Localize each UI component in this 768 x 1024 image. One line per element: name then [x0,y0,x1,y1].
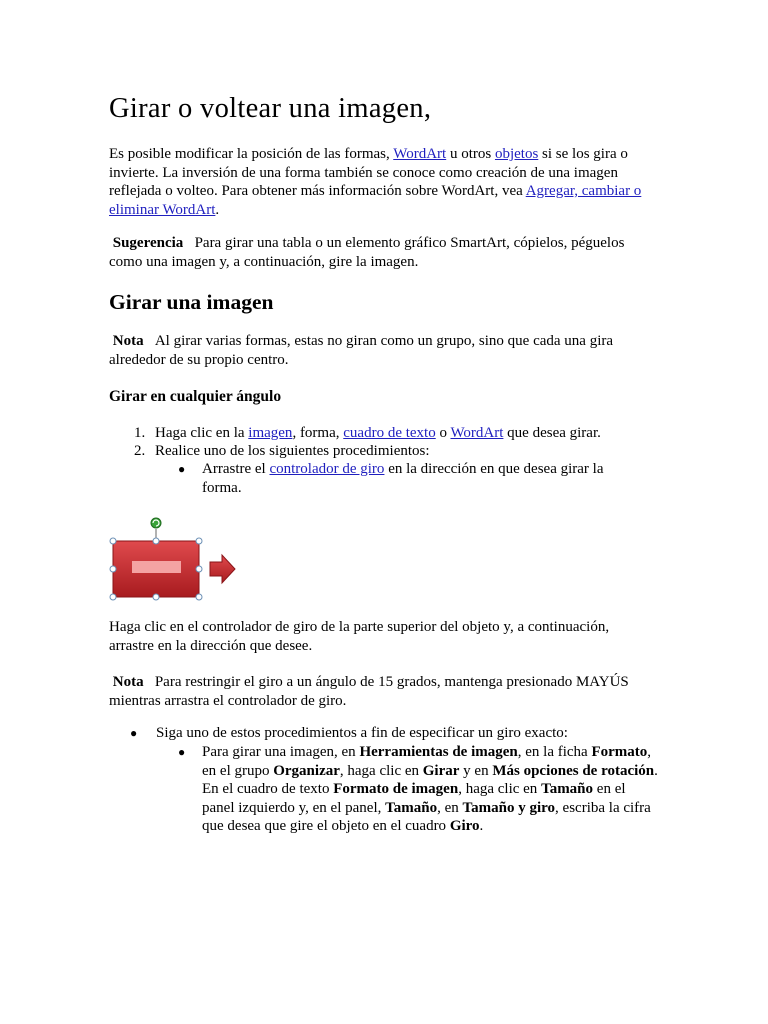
bold-herramientas-de-imagen: Herramientas de imagen [359,744,518,760]
bold-mas-opciones-de-rotacion: Más opciones de rotación [492,762,655,779]
step-text: Realice uno de los siguientes procedimientos: [155,443,430,459]
note1-text: Al girar varias formas, estas no giran como un grupo, sino que cada una gira alrededor de su propio centro. [109,333,614,368]
intro-text-3: si se los gira o invierte. La inversión de una forma también se conoce como creación de una imagen reflejada o volteo. Para obtener más información sobre WordArt, vea [109,146,628,199]
exact-text-9: , en [437,799,463,816]
section-title: Girar una imagen [109,290,274,314]
bullet-dot-icon: ● [130,726,138,740]
rotation-illustration [104,512,240,604]
note1-paragraph [109,332,654,369]
step1-text-b: , forma, [292,425,344,441]
tip-text: Para girar una tabla o un elemento gráfico SmartArt, cópielos, péguelos como una imagen y, a continuación, gire la imagen. [109,235,625,270]
rotate-handle-icon[interactable] [151,518,161,528]
bold-giro: Giro [449,818,480,834]
step-list-item [134,442,654,461]
exact-text-1: Para girar una imagen, en [202,744,360,760]
sub-bullet-item [178,460,654,497]
bold-tamano: Tamaño [541,781,594,797]
exact-text-3: , en el grupo [202,744,652,779]
bold-tamano-2: Tamaño [385,799,438,816]
exact-text-2: , en la ficha [517,744,592,760]
exact-text-7: , haga clic en [458,781,542,797]
sub-text-b: en la dirección en que desea girar la forma. [202,461,604,496]
intro-text-2: u otros [446,146,495,162]
step-text [155,424,654,443]
drag-instruction-paragraph: Haga clic en el controlador de giro de la parte superior del objeto y, a continuación, arrastre en la dirección que desee. [109,619,610,654]
step-list-item [134,424,654,443]
note2-paragraph [109,673,654,710]
link-agregar-cambiar-eliminar-wordart[interactable]: Agregar, cambiar o eliminar WordArt [109,183,642,218]
exact-text-6: . En el cuadro de texto [202,762,658,797]
exact-text-10: , escriba la cifra que desea que gire el objeto en el cuadro [202,799,651,834]
bold-girar: Girar [422,762,460,779]
intro-paragraph [109,145,654,219]
step-number: 1. [134,425,146,441]
right-arrow-icon [210,555,235,583]
sub-text-a: Arrastre el [202,461,270,477]
note2-label: Nota [112,674,144,690]
tip-label: Sugerencia [112,235,184,251]
link-wordart-2[interactable]: WordArt [450,425,504,441]
bold-organizar: Organizar [273,762,340,779]
exact-text-5: y en [459,762,493,779]
shape-highlight-bar [132,561,181,573]
bullet-text: Siga uno de estos procedimientos a fin de especificar un giro exacto: [156,725,568,741]
sub-bullet-text [202,460,632,497]
link-imagen[interactable]: imagen [248,425,293,441]
bullet-dot-icon: ● [178,462,186,476]
link-controlador-de-giro[interactable]: controlador de giro [269,461,385,477]
bold-formato: Formato [591,744,648,760]
exact-text-4: , haga clic en [339,762,423,779]
link-wordart[interactable]: WordArt [393,146,447,162]
tip-paragraph [109,234,654,271]
intro-text-1: Es posible modificar la posición de las formas, [109,146,394,162]
step1-text-d: que desea girar. [503,425,601,441]
step-number: 2. [134,443,146,459]
exact-text-11: . [479,818,484,834]
bullet-item [130,724,660,743]
step1-text-a: Haga clic en la [155,425,249,441]
bold-tamano-y-giro: Tamaño y giro [462,799,556,816]
intro-text-4: . [215,201,220,218]
step1-text-c: o [435,425,451,441]
subsection-title: Girar en cualquier ángulo [109,388,282,405]
exact-rotation-instructions [202,743,660,836]
page-title: Girar o voltear una imagen, [109,93,432,124]
note1-label: Nota [112,333,144,349]
sub-bullet-item [178,743,660,836]
bold-formato-de-imagen: Formato de imagen [333,781,459,797]
link-cuadro-de-texto[interactable]: cuadro de texto [343,425,436,441]
note2-text: Para restringir el giro a un ángulo de 15 grados, mantenga presionado MAYÚS mientras arrastra el controlador de giro. [109,674,629,709]
link-objetos[interactable]: objetos [494,146,539,162]
bullet-dot-icon: ● [178,745,186,759]
exact-text-8: en el panel izquierdo y, en el panel, [202,781,626,816]
